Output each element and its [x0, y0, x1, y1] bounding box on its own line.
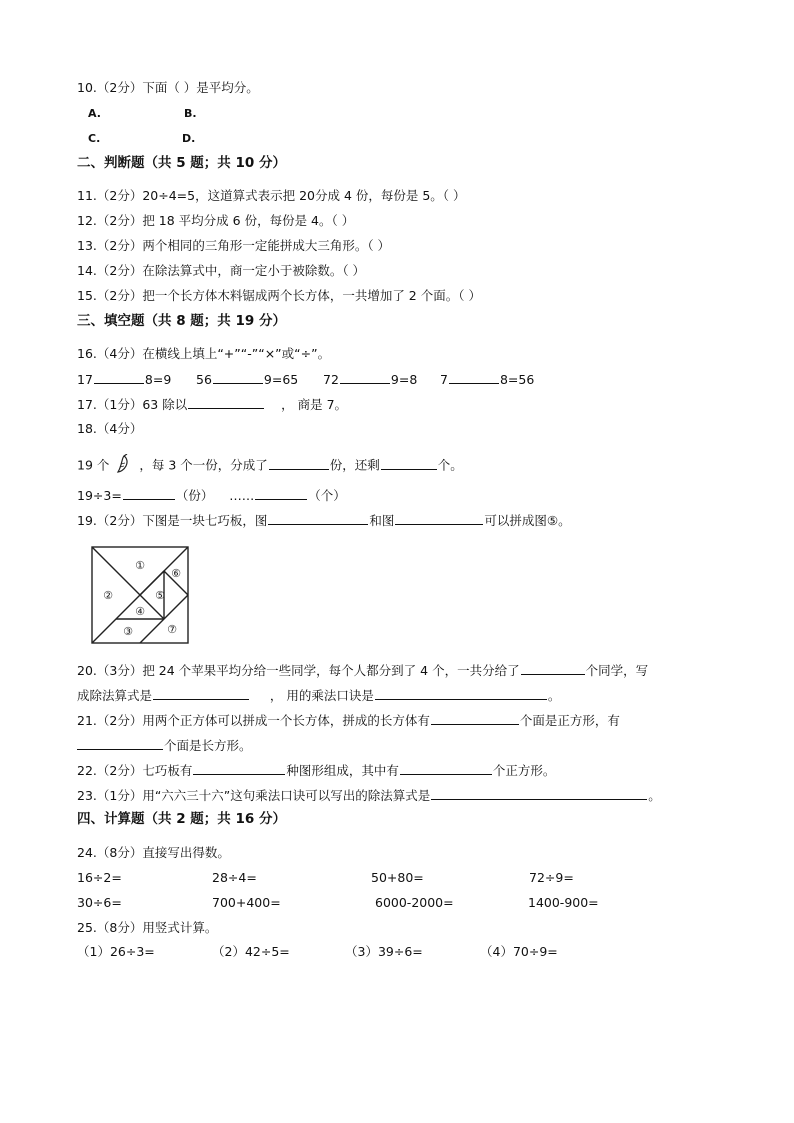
- calc-item: 50+80=: [371, 870, 424, 885]
- option-b: B.: [184, 107, 197, 120]
- answer-blank[interactable]: [340, 371, 390, 384]
- vertical-calc-item: （2）42÷5=: [212, 944, 290, 959]
- q18-sentence: 19 个 ，每 3 个一份，分成了 份，还剩 个。: [77, 454, 463, 478]
- calc-item: 700+400=: [212, 895, 281, 910]
- tangram-label-3: ③: [123, 625, 133, 638]
- question-10: 10.（2分）下面（ ）是平均分。: [77, 80, 259, 95]
- question-24: 24.（8分）直接写出得数。: [77, 845, 230, 860]
- q18-formula: 19÷3= （份） …… （个）: [77, 488, 346, 503]
- answer-blank[interactable]: [449, 371, 499, 384]
- question-25: 25.（8分）用竖式计算。: [77, 920, 218, 935]
- tangram-label-2: ②: [103, 589, 113, 602]
- tangram-label-4: ④: [135, 605, 145, 618]
- q16-item-1: 17 8=9: [77, 372, 172, 387]
- answer-blank[interactable]: [268, 512, 368, 525]
- answer-blank[interactable]: [77, 737, 163, 750]
- tangram-label-7: ⑦: [167, 623, 177, 636]
- answer-blank[interactable]: [213, 371, 263, 384]
- calc-item: 28÷4=: [212, 870, 257, 885]
- answer-blank[interactable]: [193, 762, 285, 775]
- q16-item-3: 72 9=8: [323, 372, 418, 387]
- question-14: 14.（2分）在除法算式中，商一定小于被除数。（ ）: [77, 263, 366, 278]
- calc-item: 30÷6=: [77, 895, 122, 910]
- answer-blank[interactable]: [400, 762, 492, 775]
- section-3-heading: 三、填空题（共 8 题；共 19 分）: [77, 313, 286, 329]
- question-15: 15.（2分）把一个长方体木料锯成两个长方体，一共增加了 2 个面。（ ）: [77, 288, 481, 303]
- answer-blank[interactable]: [123, 487, 175, 500]
- answer-blank[interactable]: [94, 371, 144, 384]
- answer-blank[interactable]: [269, 457, 329, 470]
- vertical-calc-item: （1）26÷3=: [77, 944, 155, 959]
- answer-blank[interactable]: [188, 396, 264, 409]
- tangram-label-1: ①: [135, 559, 145, 572]
- calc-item: 72÷9=: [529, 870, 574, 885]
- question-18: 18.（4分）: [77, 421, 143, 436]
- pepper-icon: [115, 454, 133, 478]
- answer-blank[interactable]: [395, 512, 483, 525]
- tangram-label-6: ⑥: [171, 567, 181, 580]
- answer-blank[interactable]: [375, 687, 547, 700]
- question-12: 12.（2分）把 18 平均分成 6 份，每份是 4。（ ）: [77, 213, 355, 228]
- q16-item-2: 56 9=65: [196, 372, 299, 387]
- question-11: 11.（2分）20÷4=5，这道算式表示把 20分成 4 份，每份是 5。（ ）: [77, 188, 466, 203]
- answer-blank[interactable]: [255, 487, 307, 500]
- question-21-cont: 个面是长方形。: [77, 737, 252, 754]
- calc-item: 16÷2=: [77, 870, 122, 885]
- answer-blank[interactable]: [153, 687, 249, 700]
- question-21: 21.（2分）用两个正方体可以拼成一个长方体，拼成的长方体有 个面是正方形，有: [77, 713, 620, 728]
- question-23: 23.（1分）用“六六三十六”这句乘法口诀可以写出的除法算式是 。: [77, 788, 661, 803]
- question-20: 20.（3分）把 24 个苹果平均分给一些同学，每个人都分到了 4 个，一共分给了 个同学，写: [77, 663, 649, 678]
- tangram-label-5: ⑤: [155, 589, 165, 602]
- calc-item: 6000-2000=: [375, 895, 454, 910]
- question-17: 17.（1分）63 除以 ， 商是 7。: [77, 397, 348, 412]
- section-4-heading: 四、计算题（共 2 题；共 16 分）: [77, 811, 286, 827]
- question-19: 19.（2分）下图是一块七巧板，图 和图 可以拼成图⑤。: [77, 513, 571, 528]
- option-c: C.: [88, 132, 101, 145]
- question-22: 22.（2分）七巧板有 种图形组成，其中有 个正方形。: [77, 763, 556, 778]
- question-16: 16.（4分）在横线上填上“+”“-”“×”或“÷”。: [77, 346, 331, 361]
- tangram-figure: [90, 545, 190, 645]
- vertical-calc-item: （3）39÷6=: [345, 944, 423, 959]
- option-a: A.: [88, 107, 101, 120]
- answer-blank[interactable]: [521, 662, 585, 675]
- answer-blank[interactable]: [431, 787, 647, 800]
- answer-blank[interactable]: [431, 712, 519, 725]
- answer-blank[interactable]: [381, 457, 437, 470]
- vertical-calc-item: （4）70÷9=: [480, 944, 558, 959]
- option-d: D.: [182, 132, 196, 145]
- calc-item: 1400-900=: [528, 895, 599, 910]
- q16-item-4: 7 8=56: [440, 372, 535, 387]
- question-20-cont: 成除法算式是 ， 用的乘法口诀是 。: [77, 688, 561, 703]
- question-13: 13.（2分）两个相同的三角形一定能拼成大三角形。（ ）: [77, 238, 391, 253]
- section-2-heading: 二、判断题（共 5 题；共 10 分）: [77, 155, 286, 171]
